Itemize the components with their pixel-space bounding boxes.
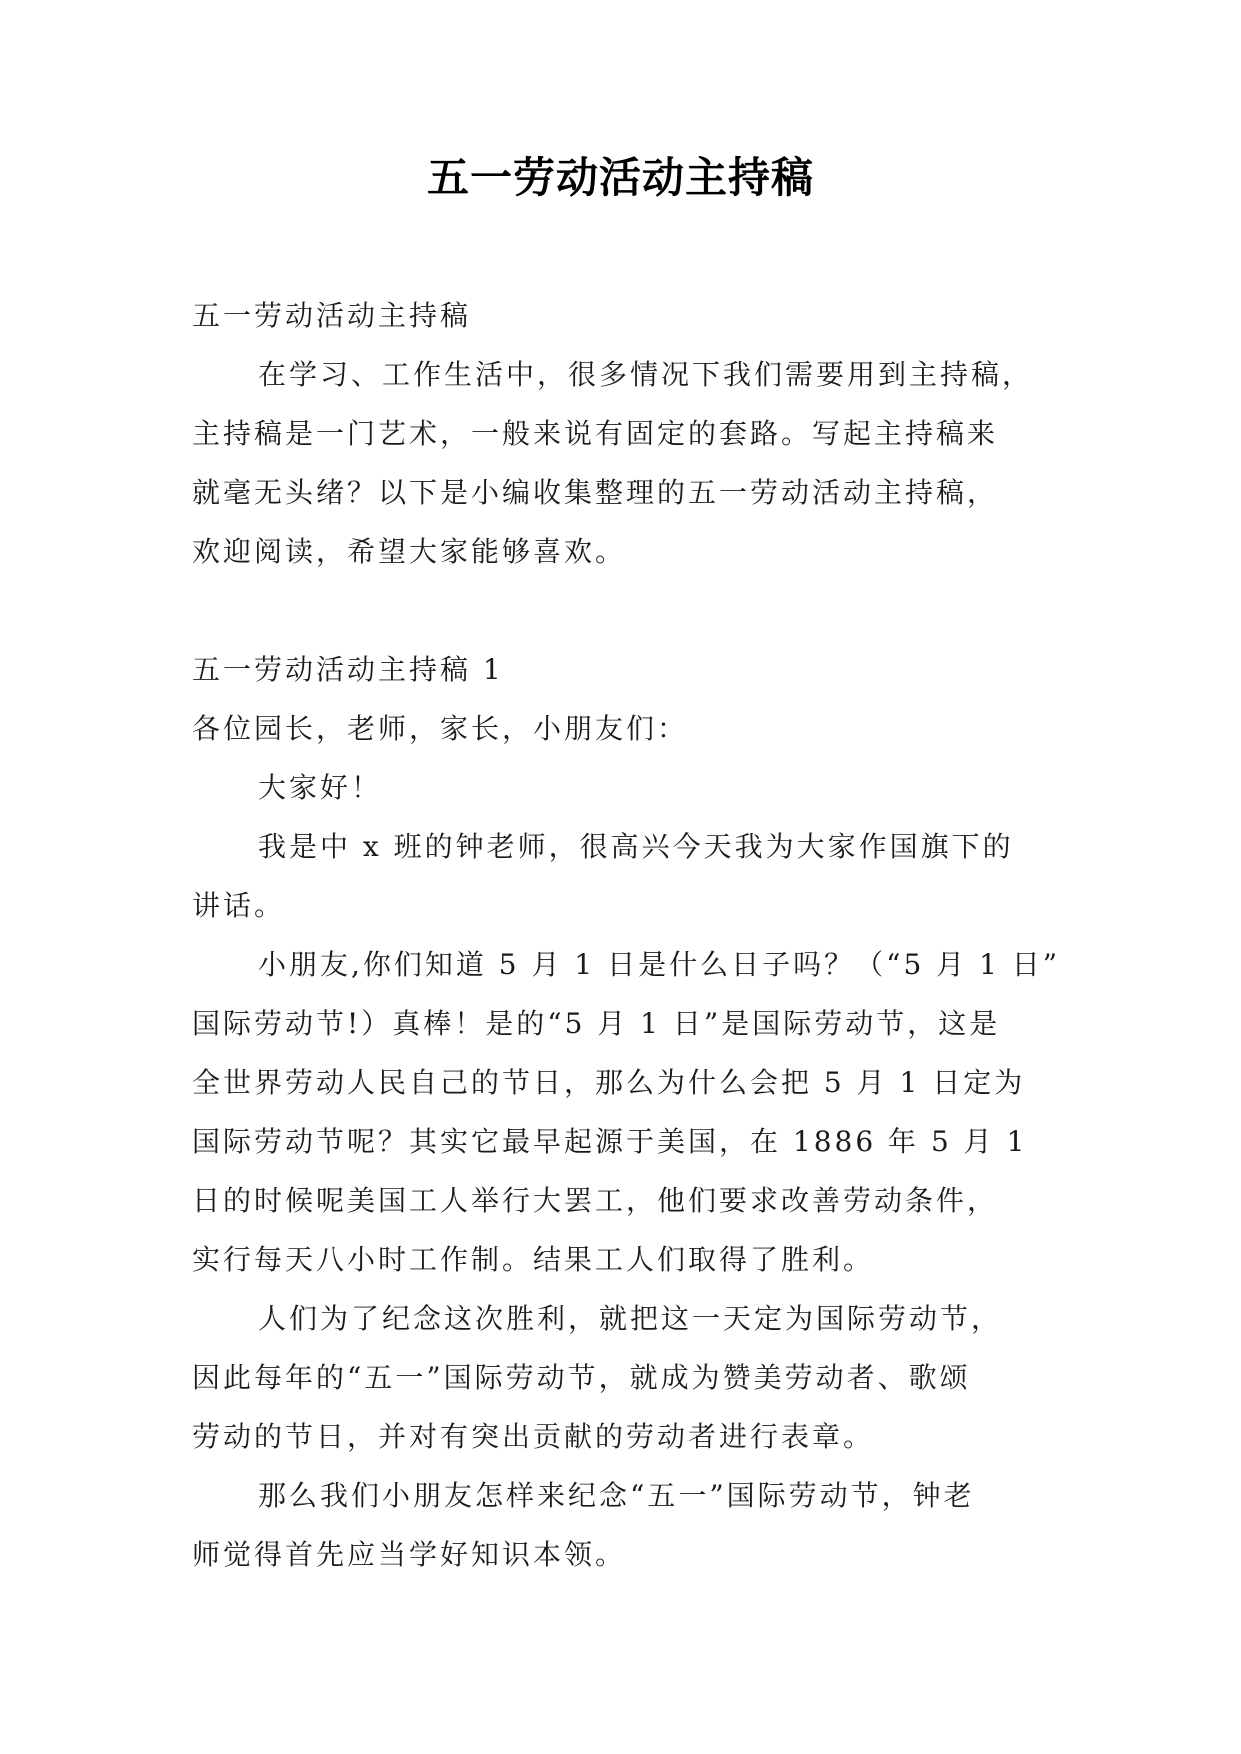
text-line: 在学习、工作生活中，很多情况下我们需要用到主持稿， [258, 358, 1034, 391]
text-line: 全世界劳动人民自己的节日，那么为什么会把 5 月 1 日定为 [192, 1066, 1026, 1099]
text-line: 劳动的节日，并对有突出贡献的劳动者进行表章。 [192, 1420, 875, 1453]
text-line: 讲话。 [192, 889, 286, 922]
document-body [192, 286, 1072, 1584]
text-line: 实行每天八小时工作制。结果工人们取得了胜利。 [192, 1243, 875, 1276]
text-line: 小朋友,你们知道 5 月 1 日是什么日子吗？（“5 月 1 日” [258, 948, 1061, 981]
text-line: 我是中 x 班的钟老师，很高兴今天我为大家作国旗下的 [258, 830, 1014, 863]
text-line: 主持稿是一门艺术，一般来说有固定的套路。写起主持稿来 [192, 417, 999, 450]
text-line: 欢迎阅读，希望大家能够喜欢。 [192, 535, 627, 568]
text-line: 国际劳动节!）真棒！是的“5 月 1 日”是国际劳动节，这是 [192, 1007, 1001, 1040]
text-line: 人们为了纪念这次胜利，就把这一天定为国际劳动节， [258, 1302, 1003, 1335]
document-title: 五一劳动活动主持稿 [426, 153, 814, 202]
text-line: 就毫无头绪？以下是小编收集整理的五一劳动活动主持稿， [192, 476, 999, 509]
text-line: 国际劳动节呢？其实它最早起源于美国，在 1886 年 5 月 1 [192, 1125, 1028, 1158]
text-line: 那么我们小朋友怎样来纪念“五一”国际劳动节，钟老 [258, 1479, 975, 1512]
text-line: 各位园长，老师，家长，小朋友们： [192, 712, 689, 745]
text-line: 因此每年的“五一”国际劳动节，就成为赞美劳动者、歌颂 [192, 1361, 971, 1394]
text-line: 五一劳动活动主持稿 [192, 299, 472, 332]
blank-line [192, 581, 1072, 640]
text-line: 大家好！ [258, 771, 383, 804]
text-line: 日的时候呢美国工人举行大罢工，他们要求改善劳动条件， [192, 1184, 999, 1217]
text-line: 师觉得首先应当学好知识本领。 [192, 1538, 627, 1571]
text-line: 五一劳动活动主持稿 1 [192, 653, 504, 686]
